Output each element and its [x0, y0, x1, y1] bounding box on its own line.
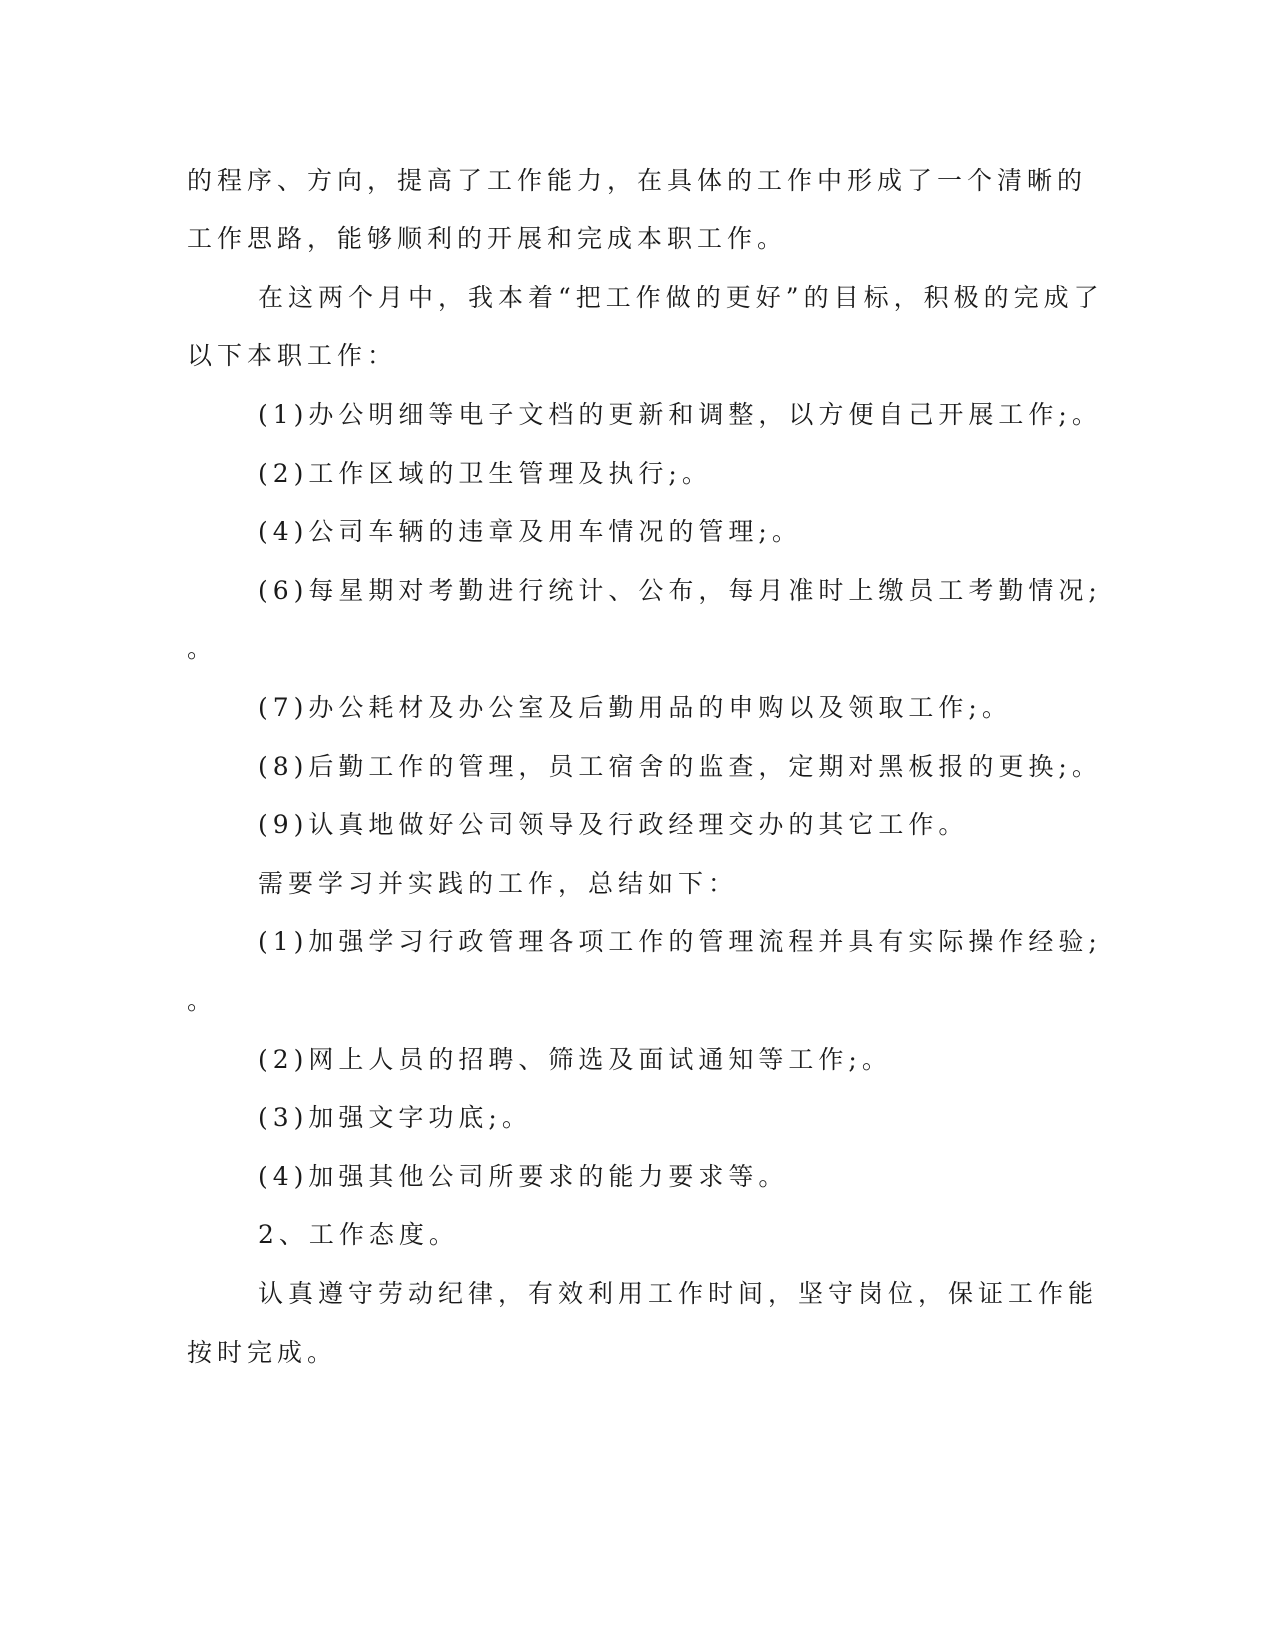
list-item-learn-1-cont: 。: [187, 986, 218, 1015]
list-item-work-1: (1)办公明细等电子文档的更新和调整，以方便自己开展工作;。: [258, 400, 1102, 429]
body-line-4: 以下本职工作：: [187, 341, 398, 370]
section-heading-attitude: 2、工作态度。: [258, 1220, 459, 1249]
list-item-work-7: (7)办公耗材及办公室及后勤用品的申购以及领取工作;。: [258, 693, 1012, 722]
list-item-work-6-cont: 。: [187, 634, 218, 663]
list-item-learn-4: (4)加强其他公司所要求的能力要求等。: [258, 1162, 789, 1191]
list-item-work-6: (6)每星期对考勤进行统计、公布，每月准时上缴员工考勤情况;: [258, 576, 1102, 605]
list-item-learn-2: (2)网上人员的招聘、筛选及面试通知等工作;。: [258, 1045, 892, 1074]
list-item-learn-1: (1)加强学习行政管理各项工作的管理流程并具有实际操作经验;: [258, 927, 1102, 956]
body-line-3: 在这两个月中，我本着“把工作做的更好”的目标，积极的完成了: [258, 283, 1104, 312]
body-line-2: 工作思路，能够顺利的开展和完成本职工作。: [187, 224, 788, 253]
body-line-1: 的程序、方向，提高了工作能力，在具体的工作中形成了一个清晰的: [187, 166, 1088, 195]
body-line-attitude-1: 认真遵守劳动纪律，有效利用工作时间，坚守岗位，保证工作能: [258, 1279, 1099, 1308]
list-item-work-8: (8)后勤工作的管理，员工宿舍的监查，定期对黑板报的更换;。: [258, 752, 1102, 781]
list-item-work-9: (9)认真地做好公司领导及行政经理交办的其它工作。: [258, 810, 969, 839]
list-item-work-2: (2)工作区域的卫生管理及执行;。: [258, 459, 712, 488]
body-line-attitude-2: 按时完成。: [187, 1338, 338, 1367]
list-item-learn-3: (3)加强文字功底;。: [258, 1103, 532, 1132]
list-item-work-4: (4)公司车辆的违章及用车情况的管理;。: [258, 517, 802, 546]
section-intro-learning: 需要学习并实践的工作，总结如下：: [258, 869, 739, 898]
